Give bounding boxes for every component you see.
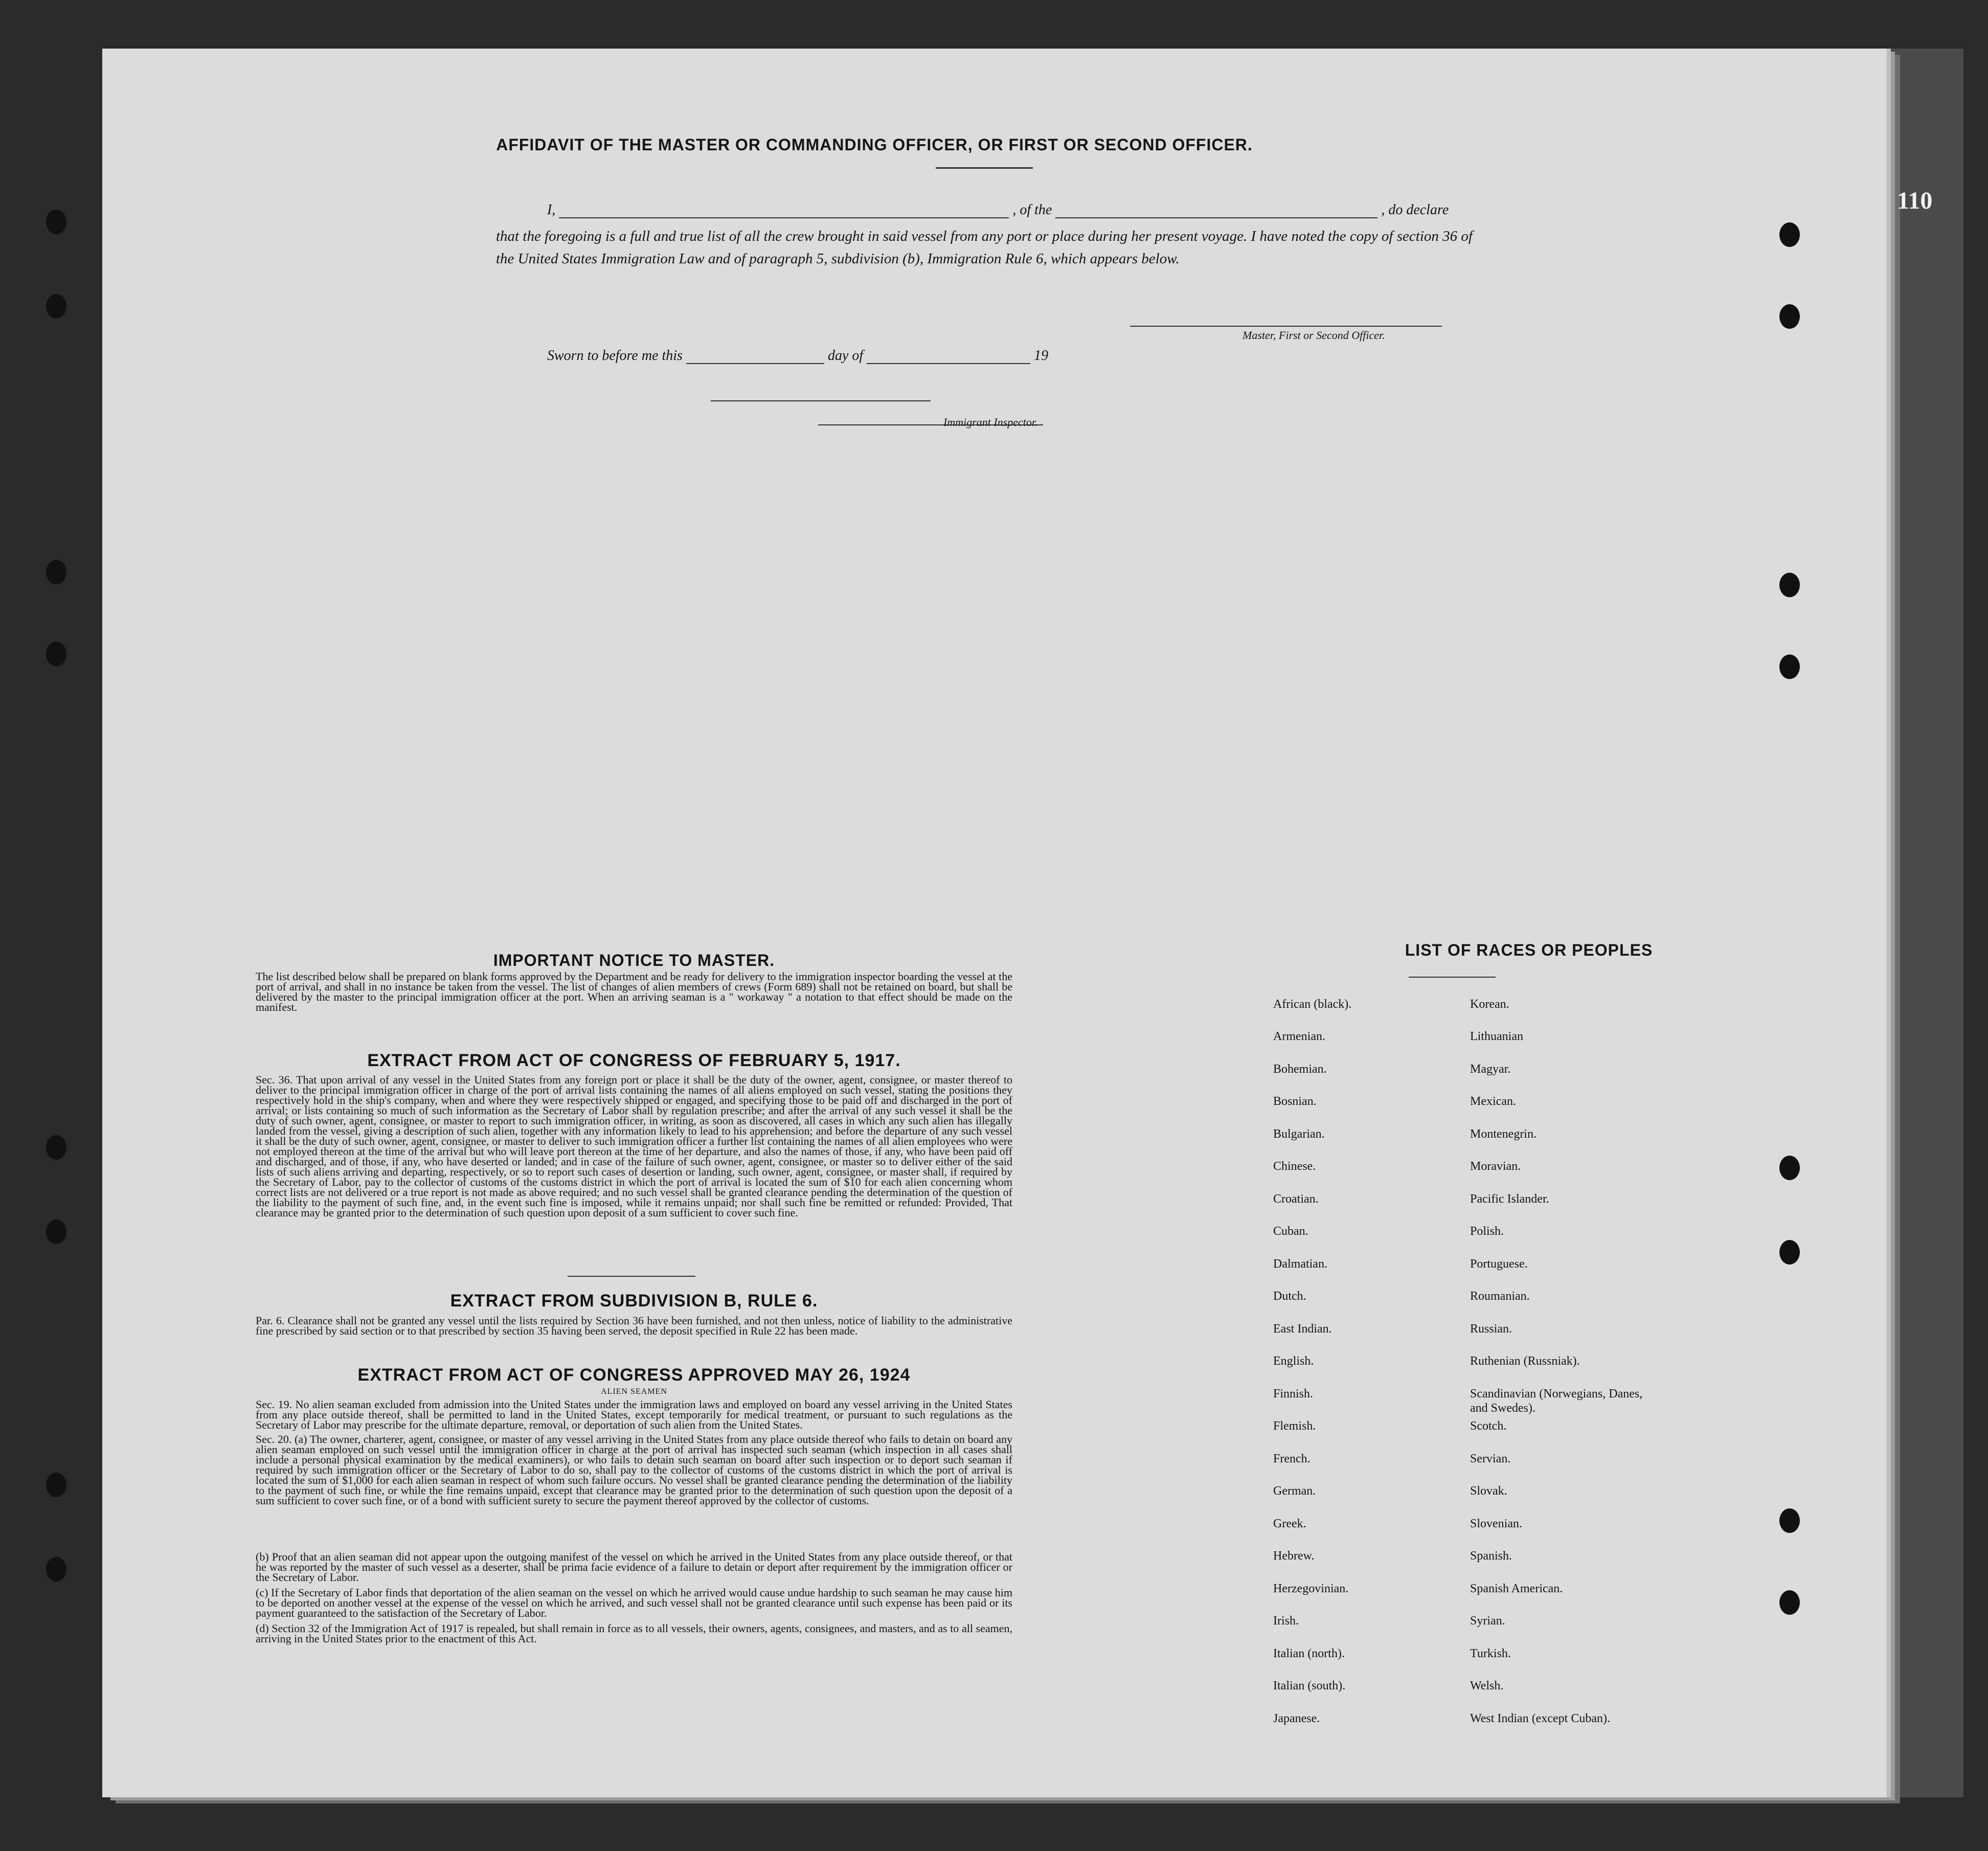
extract-1924-sec20b: (b) Proof that an alien seaman did not appear upon the outgoing manifest of the vessel on which he arrived in the United States from any place outside thereof, or that he was reported by the master of such vessel as a deserter, shall be prima facie evidence of a failure to detain or deport after requirement by the immigration officer or the Secretary of Labor. xyxy=(256,1550,1012,1584)
binder-hole xyxy=(1779,573,1800,597)
race-item: Ruthenian (Russniak). xyxy=(1470,1355,1580,1368)
race-item: Lithuanian xyxy=(1470,1030,1523,1044)
affidavit-i: I, xyxy=(547,202,556,218)
race-item: Scandinavian (Norwegians, Danes, and Swedes). xyxy=(1470,1387,1643,1415)
divider xyxy=(568,1276,695,1277)
extract-1924-title: EXTRACT FROM ACT OF CONGRESS APPROVED MAY 26, 1924 xyxy=(357,1365,911,1385)
sworn-day-field[interactable] xyxy=(686,363,824,364)
divider xyxy=(936,167,1033,169)
race-item: Croatian. xyxy=(1273,1192,1319,1206)
race-item: Moravian. xyxy=(1470,1160,1521,1173)
race-item: Servian. xyxy=(1470,1452,1511,1465)
race-item: Spanish. xyxy=(1470,1549,1512,1563)
race-item: Montenegrin. xyxy=(1470,1127,1537,1141)
races-title: LIST OF RACES OR PEOPLES xyxy=(1405,941,1653,959)
binder-hole xyxy=(46,210,66,234)
extract-rule6-title: EXTRACT FROM SUBDIVISION B, RULE 6. xyxy=(450,1291,818,1311)
race-item: French. xyxy=(1273,1452,1311,1465)
race-item: Scotch. xyxy=(1470,1419,1507,1433)
race-item: Slovenian. xyxy=(1470,1517,1522,1530)
binder-hole xyxy=(1779,654,1800,679)
extract-1924-sec20a: Sec. 20. (a) The owner, charterer, agent, consignee, or master of any vessel arriving in the United States from any place outside thereof who fails to detain on board any alien seaman employed on such vessel until the immigration officer in charge at the port of arrival has inspected such seaman (which inspection in all cases shall include a personal physical examination by the medical examiners), or who fails to detain such seaman on board after such inspection or to deport such seaman if required by such immigration officer or the Secretary of Labor to do so, shall pay to the collector of customs of the customs district in which the port of arrival is located the sum of $1,000 for each alien seaman in respect of whom such failure occurs. No vessel shall be granted clearance pending the determination of the liability to the payment of such fine, or while the fine remains unpaid, except that clearance may be granted prior to the determination of such question upon the deposit of a sum sufficient to cover such fine, or of a bond with sufficient surety to secure the payment thereof approved by the collector of customs. xyxy=(256,1433,1012,1507)
affidavit-body: that the foregoing is a full and true list of all the crew brought in said vessel from any port or place during her present voyage. I have noted the copy of section 36 of the United States Immigration Law and of paragraph 5, subdivision (b), Immigration Rule 6, which appears below. xyxy=(496,228,1473,267)
binder-strip xyxy=(1887,49,1963,1797)
extract-rule6-body: Par. 6. Clearance shall not be granted any vessel until the lists required by Section 36 have been furnished, and not then unless, notice of liability to the administrative fine prescribed by said section or to that prescribed by section 35 having been served, the deposit specified in Rule 22 has been made. xyxy=(256,1314,1012,1337)
divider xyxy=(1409,977,1496,978)
binder-hole xyxy=(1779,1240,1800,1265)
binder-hole xyxy=(46,1135,66,1160)
race-item: Herzegovinian. xyxy=(1273,1582,1349,1595)
document-page xyxy=(102,49,1933,1797)
race-item: Finnish. xyxy=(1273,1387,1314,1401)
day-of-text: day of xyxy=(827,348,864,364)
race-item: Bosnian. xyxy=(1273,1095,1317,1109)
races-left-column xyxy=(1273,997,1467,1744)
signature-line[interactable] xyxy=(1130,326,1442,327)
affidavit-title: AFFIDAVIT OF THE MASTER OR COMMANDING OFFICER, OR FIRST OR SECOND OFFICER. xyxy=(496,136,1253,154)
extract-1917-body: Sec. 36. That upon arrival of any vessel in the United States from any foreign port or place it shall be the duty of the owner, agent, consignee, or master thereof to deliver to the principal immigration officer in charge of the port of arrival lists containing the names of all aliens employed on such vessel, stating the positions they respectively hold in the ship's company, when and where they were respectively shipped or engaged, and specifying those to be paid off and discharged in the port of arrival; or lists containing so much of such information as the Secretary of Labor shall by regulation prescribe; and after the arrival of any such vessel it shall be the duty of such owner, agent, consignee, or master to report to such immigration officer, in writing, as soon as discovered, all cases in which any such alien has illegally landed from the vessel, giving a description of such alien, together with any information likely to lead to his apprehension; and before the departure of any such vessel it shall be the duty of such owner, agent, consignee, or master to deliver to such immigration officer a further list containing the names of all alien employees who were not employed thereon at the time of the arrival but who will leave port thereon at the time of her departure, and also the names of those, if any, who have been paid off and discharged, and of those, if any, who have deserted or landed; and in case of the failure of such owner, agent, consignee, or master so to deliver either of the said lists of such aliens arriving and departing, respectively, or so to report such cases of desertion or landing, such owner, agent, consignee, or master shall, if required by the Secretary of Labor, pay to the collector of customs of the customs district in which the port of arrival is located the sum of $10 for each alien concerning whom correct lists are not delivered or a true report is not made as above required; and no such vessel shall be granted clearance pending the determination of the question of the liability to the payment of such fine, and, in the event such fine is imposed, while it remains unpaid; nor shall such fine be remitted or refunded: Provided, That clearance may be granted prior to the determination of such question upon deposit of a sum sufficient to cover such fine. xyxy=(256,1073,1012,1219)
page-number: 110 xyxy=(1897,187,1933,214)
binder-hole xyxy=(46,1473,66,1497)
race-item: Dutch. xyxy=(1273,1290,1306,1303)
affidavit-line1 xyxy=(547,202,1580,218)
inspector-line-upper xyxy=(711,400,931,401)
affidavit-of-the: , of the xyxy=(1012,202,1052,218)
binder-hole xyxy=(46,642,66,666)
inspector-label: Immigrant Inspector. xyxy=(943,416,1038,428)
binder-hole xyxy=(1779,304,1800,329)
race-item: Italian (south). xyxy=(1273,1679,1346,1693)
race-item: Greek. xyxy=(1273,1517,1306,1530)
binder-hole xyxy=(1779,1508,1800,1533)
race-item: Portuguese. xyxy=(1470,1257,1528,1271)
race-item: Italian (north). xyxy=(1273,1646,1345,1660)
race-item: Slovak. xyxy=(1470,1484,1507,1498)
binder-hole xyxy=(1779,222,1800,247)
extract-1924-sec20d: (d) Section 32 of the Immigration Act of 1917 is repealed, but shall remain in force as to all vessels, their owners, agents, consignees, and masters, and as to all seamen, arriving in the United States prior to the enactment of this Act. xyxy=(256,1622,1012,1645)
binder-hole xyxy=(1779,1156,1800,1180)
race-item: Bohemian. xyxy=(1273,1062,1327,1076)
sworn-text: Sworn to before me this xyxy=(547,348,683,364)
race-item: Hebrew. xyxy=(1273,1549,1315,1563)
race-item: Irish. xyxy=(1273,1614,1299,1628)
binder-hole xyxy=(46,1557,66,1582)
binder-hole xyxy=(46,294,66,319)
race-item: Polish. xyxy=(1470,1225,1504,1238)
race-item: Armenian. xyxy=(1273,1030,1325,1044)
binder-hole xyxy=(1779,1590,1800,1615)
extract-1924-sec19: Sec. 19. No alien seaman excluded from admission into the United States under the immigration laws and employed on board any vessel arriving in the United States from any place outside thereof, shall be permitted to land in the United States, except temporarily for medical treatment, or pursuant to such regulations as the Secretary of Labor may prescribe for the ultimate departure, removal, or deportation of such alien from the United States. xyxy=(256,1398,1012,1431)
notice-body: The list described below shall be prepared on blank forms approved by the Department and be ready for delivery to the immigration inspector boarding the vessel at the port of arrival, and shall in no instance be taken from the vessel. The list of changes of alien members of crews (Form 689) shall not be retained on board, but shall be delivered by the master to the principal immigration officer at the port. When an arriving seaman is a " workaway " a notation to that effect should be made on the manifest. xyxy=(256,970,1012,1013)
sworn-line xyxy=(547,348,1048,364)
race-item: West Indian (except Cuban). xyxy=(1470,1711,1610,1725)
race-item: Japanese. xyxy=(1273,1711,1320,1725)
binder-hole xyxy=(46,1220,66,1244)
race-item: Welsh. xyxy=(1470,1679,1504,1693)
extract-1924-sec20c: (c) If the Secretary of Labor finds that deportation of the alien seaman on the vessel on which he arrived would cause undue hardship to such seaman he may cause him to be deported on another vessel at the expense of the vessel on which he arrived, and such vessel shall not be granted clearance until such expense has been paid or its payment guaranteed to the satisfaction of the Secretary of Labor. xyxy=(256,1586,1012,1619)
race-item: Syrian. xyxy=(1470,1614,1505,1628)
extract-1924-subtitle: ALIEN SEAMEN xyxy=(601,1387,667,1396)
race-item: Magyar. xyxy=(1470,1062,1511,1076)
race-item: Dalmatian. xyxy=(1273,1257,1327,1271)
race-item: Bulgarian. xyxy=(1273,1127,1325,1141)
year-text: 19 xyxy=(1034,348,1049,364)
race-item: Mexican. xyxy=(1470,1095,1516,1109)
extract-1917-title: EXTRACT FROM ACT OF CONGRESS OF FEBRUARY 5, 1917. xyxy=(367,1051,901,1070)
race-item: African (black). xyxy=(1273,998,1352,1011)
name-field[interactable] xyxy=(559,217,1009,218)
race-item: Turkish. xyxy=(1470,1646,1511,1660)
race-item: East Indian. xyxy=(1273,1322,1332,1336)
race-item: Korean. xyxy=(1470,998,1509,1011)
race-item: Cuban. xyxy=(1273,1225,1308,1238)
master-signature-label: Master, First or Second Officer. xyxy=(1242,329,1385,342)
race-item: Pacific Islander. xyxy=(1470,1192,1549,1206)
race-item: Russian. xyxy=(1470,1322,1512,1336)
race-item: English. xyxy=(1273,1355,1314,1368)
affidavit-declare: , do declare xyxy=(1381,202,1449,218)
binder-hole xyxy=(46,560,66,584)
race-item: Spanish American. xyxy=(1470,1582,1563,1595)
race-item: Roumanian. xyxy=(1470,1290,1530,1303)
race-item: Chinese. xyxy=(1273,1160,1316,1173)
race-item: Flemish. xyxy=(1273,1419,1316,1433)
races-right-column xyxy=(1470,997,1736,1744)
sworn-month-field[interactable] xyxy=(867,363,1030,364)
race-item: German. xyxy=(1273,1484,1316,1498)
vessel-field[interactable] xyxy=(1055,217,1377,218)
notice-title: IMPORTANT NOTICE TO MASTER. xyxy=(493,951,775,969)
